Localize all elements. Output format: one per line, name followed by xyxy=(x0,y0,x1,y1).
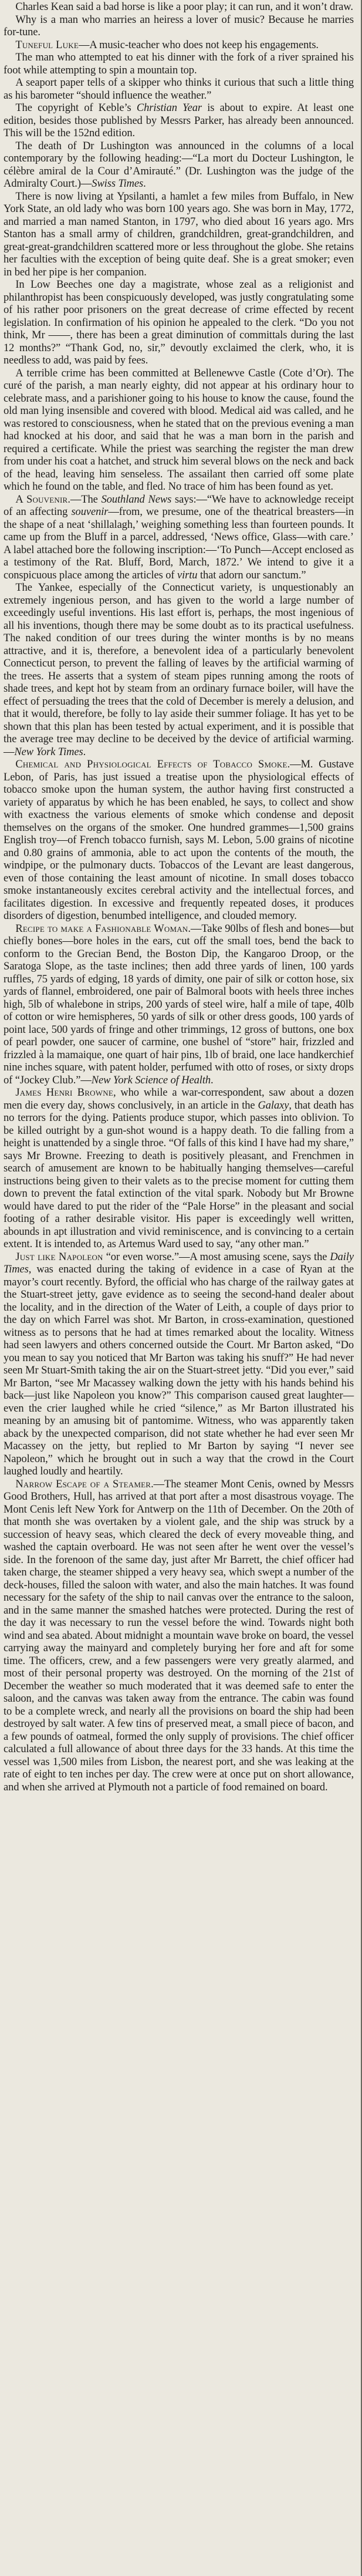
news-item xyxy=(4,279,354,368)
item-text: .—Take 90lbs of flesh and bones—but chiefly bones—bore holes in the ears, cut off the small toes, bend the back to conform to the Grecian Bend, the Boston Dip, the Kangaroo Droop, or the Saratoga Slope, as the taste inclines; then add three yards of linen, 100 yards ruffles, 75 yards of edging, 18 yards of dimity, one pair of silk or cotton hose, six yards of flannel, embroidered, one pair of Balmoral boots with heels three inches high, 5lb of whalebone in strips, 200 yards of steel wire, half a mile of tape, 40lb of cotton or wire hemispheres, 50 yards of silk or other dress goods, 100 yards of point lace, 500 yards of fringe and other trimmings, 12 gross of buttons, one box of pearl powder, one saucer of carmine, one bushel of “store” hair, frizzled and frizzled à la mamaique, one quart of hair pins, 1lb of braid, one lace handkerchief nine inches square, with patent holder, perfumed with otto of roses, or sixty drops of “Jockey Club.”— xyxy=(4,922,354,1086)
news-item xyxy=(4,52,354,77)
item-text: . xyxy=(211,1074,214,1086)
item-heading: A Souvenir xyxy=(15,493,68,506)
item-text: . xyxy=(83,746,86,758)
item-text: Charles Kean said a bad horse is like a poor play; it can run, and it won’t draw. xyxy=(15,1,353,13)
news-item xyxy=(4,102,354,140)
item-heading: Narrow Escape of a Steamer xyxy=(15,1478,151,1490)
news-item xyxy=(4,582,354,759)
italic-title: New York Science of Health xyxy=(91,1074,211,1086)
item-text: The death of Dr Lushington was announced in the columns of a local contemporary by the following heading:—“La mort du Docteur Lushington, le célèbre amiral de la Cour d’Amirauté.” (Dr. Lushington was the judge of the Admiralty Court.)— xyxy=(4,140,354,190)
item-text: , was enacted during the taking of evidence in a case of Ryan at the mayor’s court recently. Byford, the official who has charge of the railway gates at the Stuart-street jetty, gave evidence as to seeing the second-hand dealer about the locality, and in the direction of the Water of Leith, a couple of days prior to the day on which Farrel was shot. Mr Barton, in cross-examination, questioned witness as to persons that he had at times remarked about the locality. Witness had seen lawyers and others concerned outside the Court. Mr Barton asked, “Do you mean to say you noticed that Mr Barton was taking his snuff?” He had never seen Mr Stuart-Smith taking the air on the Stuart-street jetty. “Did you ever,” said Mr Barton, “see Mr Macassey walking down the jetty with his hands behind his back—just like Napoleon you know?” This comparison caused great laughter—even the crier laughed while he cried “silence,” as Mr Barton illustrated his meaning by an amusing bit of pantomime. Witness, who was apparently taken aback by the unexpected comparison, did not state whether he had ever seen Mr Macassey on the jetty, but replied to Mr Barton by saying “I never see Napoleon,” which he brought out in such a way that the crowd in the Court laughed loudly and heartily. xyxy=(4,1264,354,1477)
news-item xyxy=(4,1251,354,1479)
item-text: is about to expire. At least one edition, besides those published by Messrs Parker, has already been announced. This will be the 152nd edition. xyxy=(4,102,354,139)
news-item xyxy=(4,494,354,582)
news-item xyxy=(4,14,354,39)
item-text: A seaport paper tells of a skipper who thinks it curious that such a little thing as his barometer “should influence the weather.” xyxy=(4,77,354,102)
italic-title: Galaxy xyxy=(258,1099,289,1112)
item-text: that adorn our sanctum.” xyxy=(197,569,306,581)
item-heading: Tuneful Luke xyxy=(15,39,79,51)
item-text: The Yankee, especially of the Connecticut variety, is unquestionably an extremely ingenious person, and has given to the world a large number of exceedingly useful inventions. His last effort is, perhaps, the most ingenious of all his inventions, though there may be some doubt as to its practical usefulness. The naked condition of our trees during the winter months is by no means attractive, and it is, therefore, a benevolent idea of a particularly benevolent Connecticut person, to prevent the falling of leaves by the artificial warming of the trees. He asserts that a system of steam pipes running among the roots of shade trees, and kept hot by steam from an ordinary furnace boiler, will have the effect of persuading the trees that the cold of December is merely a delusion, and that it would, therefore, be folly to lay aside their summer foliage. It has yet to be shown that this plan has been tested by actual experiment, and it is possible that the average tree may decline to be deceived by the device of artificial warming.— xyxy=(4,582,354,758)
italic-title: virtu xyxy=(177,569,198,581)
item-text: . xyxy=(143,178,146,190)
italic-title: New York Times xyxy=(14,746,83,758)
item-heading: Just like Napoleon xyxy=(15,1251,103,1263)
news-item xyxy=(4,191,354,280)
item-text: , that death has no terrors for the dying. Patients produce stupor, which passes into oblivion. To be killed outright by a gun-shot wound is a happy death. To die falling from a height is unattended by a single throe. “Of falls of this kind I have had my share,” says Mr Browne. Freezing to death is positively pleasant, and Frenchmen in search of amusement are known to be habitually hanging themselves—careful instructions being given to their valets as to the precise moment for cutting them down to prevent the fatal extinction of the vital spark. Nobody but Mr Browne would have dared to put the rider of the “Pale Horse” in the pleasant and social footing of a rather desirable visitor. His paper is exceedingly well written, abounds in apt illustration and vivid reminiscence, and is convincing to a certain extent. It is intended to, as Artemus Ward used to say, “any other man.” xyxy=(4,1099,354,1250)
item-text: There is now living at Ypsilanti, a hamlet a few miles from Buffalo, in New York State, an old lady who was born 100 years ago. She was born in May, 1772, and married a man named Stanton, in 1797, who died about 16 years ago. Mrs Stanton has a small army of children, grandchildren, great-grandchildren, and great-great-grandchildren scattered more or less throughout the globe. She retains her faculties with the exception of being quite deaf. She is a great smoker; even in bed her pipe is her companion. xyxy=(4,190,354,278)
italic-title: Christian Year xyxy=(136,102,202,114)
news-item xyxy=(4,1,354,14)
item-text: In Low Beeches one day a magistrate, whose zeal as a religionist and philanthropist has been conspicuously developed, was justly congratulating some of his rather poor prisoners on the great decrease of crime effected by recent legislation. In confirmation of his opinion he appealed to the clerk. “Do you not think, Mr ——, there has been a great diminution of committals during the last 12 months?” “Thank God, no, sir,” devoutly exclaimed the clerk, who, it is needless to add, was paid by fees. xyxy=(4,279,354,366)
item-heading: Recipe to make a Fashionable Woman xyxy=(15,922,188,935)
news-item xyxy=(4,77,354,102)
item-text: .—The steamer Mont Cenis, owned by Messrs Good Brothers, Hull, has arrived at that port after a most disastrous voyage. The Mont Cenis left New York for Antwerp on the 11th of December. On the 20th of that month she was overtaken by a violent gale, and the ship was struck by a succession of heavy seas, which cleared the deck of every moveable thing, and washed the captain overboard. He was not seen after he went over the vessel’s side. In the forenoon of the same day, just after Mr Barrett, the chief officer had taken charge, the steamer shipped a very heavy sea, which swept a number of the deck-houses, filled the saloon with water, and also the main hatches. It was found necessary for the safety of the ship to nail canvas over the entrance to the saloon, and in the same manner the smashed hatches were protected. During the rest of the day it was necessary to run the vessel before the wind. Towards night both wind and sea abated. About midnight a mountain wave broke on board, the vessel carrying away the mainyard and completely burying her fore and aft for some time. The officers, crew, and a few passengers were very greatly alarmed, and most of their personal property was destroyed. On the morning of the 21st of December the weather so much moderated that it was deemed safe to enter the saloon, and the canvas was taken away from the entrance. The cabin was found to be a complete wreck, and nearly all the provisions on board the ship had been destroyed by salt water. A few tins of preserved meat, a small piece of bacon, and a few pounds of oatmeal, formed the only supply of provisions. The chief officer calculated a full allowance of about three days for the 33 hands. At this time the vessel was 1,500 miles from Lisbon, the nearest port, and she was leaking at the rate of eight to ten inches per day. The crew were at once put on short allowance, and when she arrived at Plymouth not a particle of food remained on board. xyxy=(4,1478,354,1793)
item-text: .—The xyxy=(67,493,102,506)
item-text: A terrible crime has been committed at Bellenewve Castle (Cote d’Or). The curé of the parish, a man nearly eighty, did not appear at his ordinary hour to celebrate mass, and a parishioner going to his house to know the cause, found the old man lying insensible and covered with blood. Medical aid was called, and he was restored to consciousness, when he stated that on the previous evening a man had knocked at his door, and said that he was a man born in the parish and required a certificate. While the priest was searching the register the man drew from under his coat a hatchet, and struck him several blows on the neck and back of the head, leaving him senseless. The assailant then carried off some plate which he found on the table, and fled. No trace of him has been found as yet. xyxy=(4,367,354,493)
item-text: .—M. Gustave Lebon, of Paris, has just issued a treatise upon the physiological effects of tobacco smoke upon the human system, the author having first constructed a variety of apparatus by which he has been enabled, he says, to collect and show with exactness the various elements of smoke which condense and deposit themselves on the organs of the smoker. One hundred grammes—1,500 grains English troy—of French tobacco furnish, says M. Lebon, 5.00 grains of nicotine and 0.80 grains of ammonia, able to act upon the contents of the mouth, the windpipe, or the pulmonary ducts. Tobaccos of the Levant are least dangerous, even of those containing the least amount of nicotine. In small doses tobacco smoke instantaneously excites cerebral activity and the intellectual forces, and facilitates digestion. In excessive and frequently repeated doses, it produces disorders of digestion, benumbed intelligence, and clouded memory. xyxy=(4,759,354,922)
item-text: , who while a war-correspondent, saw about a dozen men die every day, shows conclusively, in an article in the xyxy=(4,1087,354,1112)
item-text: The copyright of Keble’s xyxy=(15,102,137,114)
news-item xyxy=(4,923,354,1087)
item-text: “or even worse.”—A most amusing scene, says the xyxy=(103,1251,330,1263)
item-heading: James Henri Browne xyxy=(15,1087,113,1099)
news-item xyxy=(4,1087,354,1251)
item-text: —A music-teacher who does not keep his engagements. xyxy=(78,39,319,51)
news-item xyxy=(4,1479,354,1794)
news-item xyxy=(4,140,354,191)
item-heading: Chemical and Physiological Effects of Tobacco Smoke xyxy=(15,759,287,770)
item-text: —from, we presume, one of the theatrical breasters—in the shape of a neat ‘shillalagh,’ weighing something less than fourteen pounds. It came up from the Bluff in a parcel, addressed, ‘News office, Glass—with care.’ A label attached bore the following inscription:—‘To Punch—Accept enclosed as a testimony of the Rat. Bluff, Bord, March, 1872.’ We intend to give it a conspicuous place among the articles of xyxy=(4,506,354,581)
italic-title: souvenir xyxy=(71,506,109,518)
news-item xyxy=(4,759,354,923)
item-text: Why is a man who marries an heiress a lover of music? Because he marries for-tune. xyxy=(4,14,354,38)
news-item xyxy=(4,39,354,52)
italic-title: Southland News xyxy=(101,493,172,506)
item-text: says:—“We have to acknowledge receipt of an affecting xyxy=(4,493,354,518)
news-item xyxy=(4,368,354,494)
item-text: The man who attempted to eat his dinner with the fork of a river sprained his foot while attempting to spin a mountain top. xyxy=(4,52,354,76)
italic-title: Daily Times xyxy=(4,1251,354,1275)
italic-title: Swiss Times xyxy=(92,178,144,190)
